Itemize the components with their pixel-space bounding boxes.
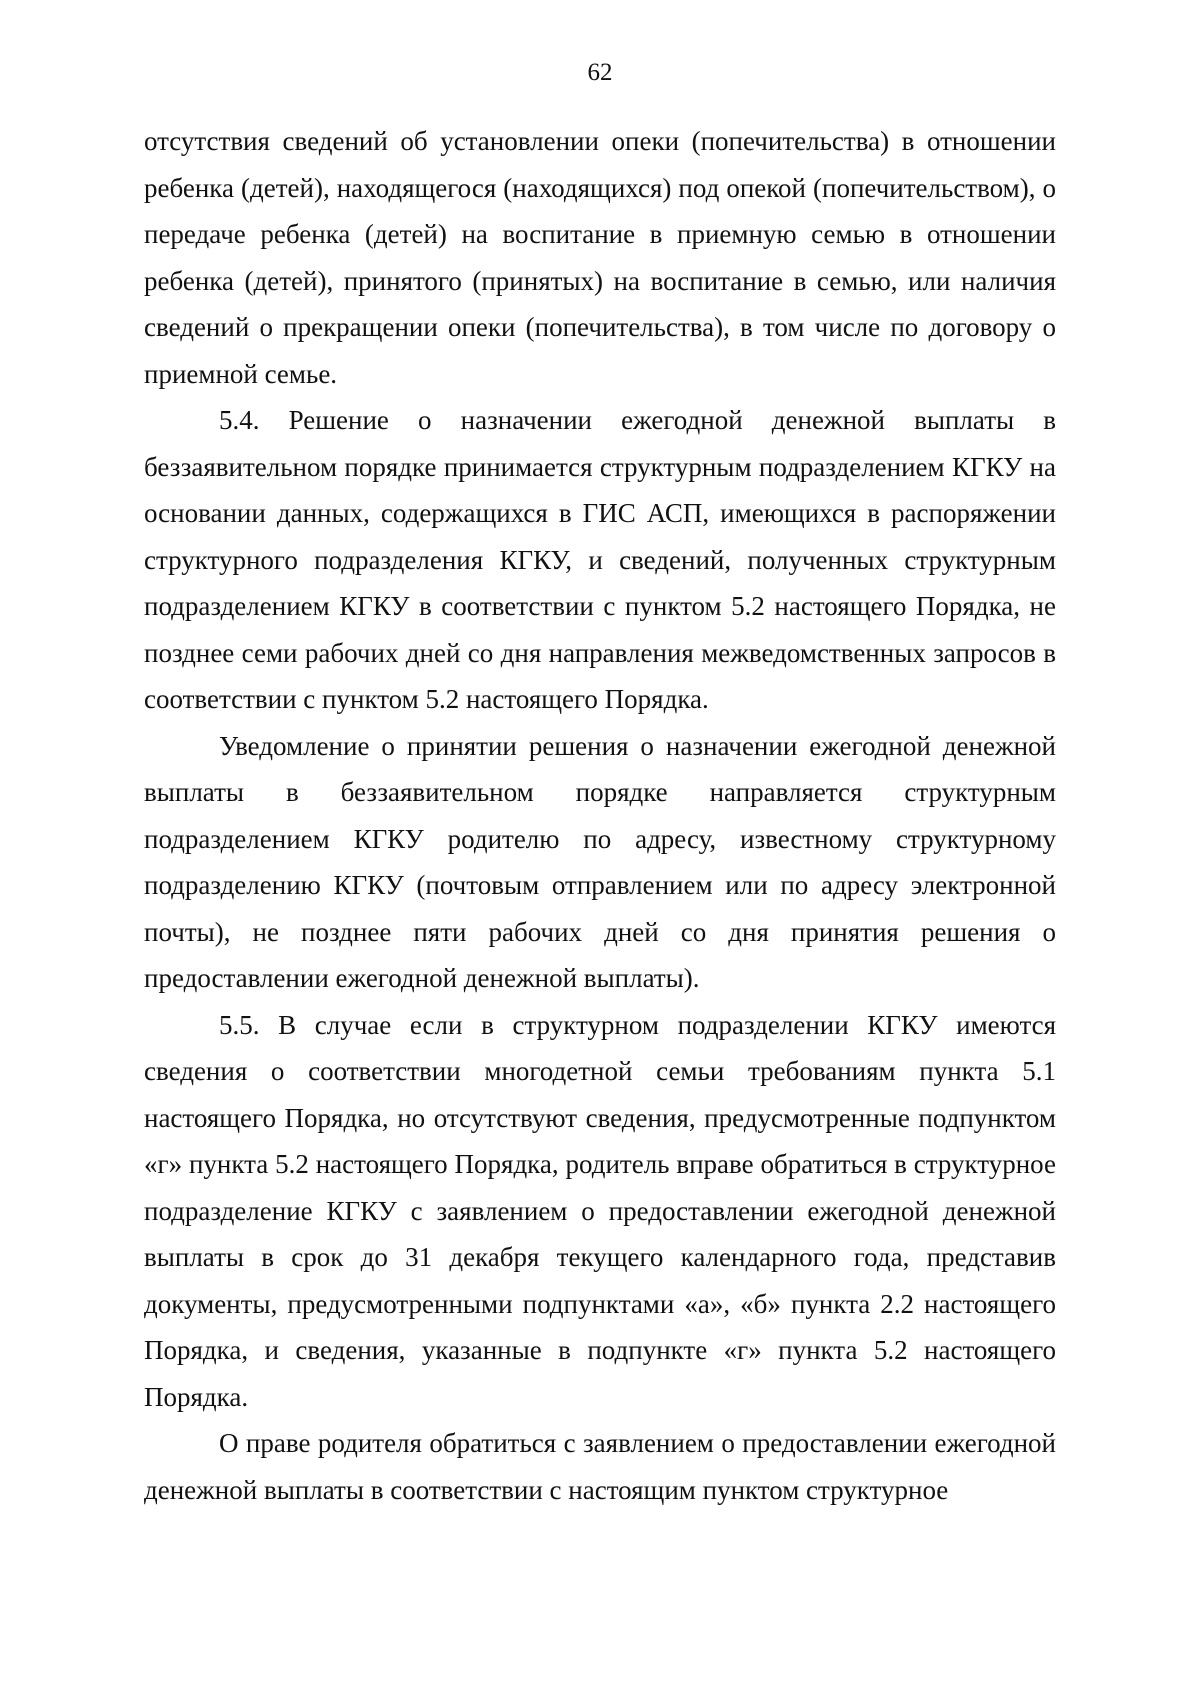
document-body xyxy=(144,118,1056,1513)
paragraph-notification: Уведомление о принятии решения о назначении ежегодной денежной выплаты в беззаявительном порядке направляется структурным подразделением КГКУ родителю по адресу, известному структурному подразделению КГКУ (почтовым отправлением или по адресу электронной почты), не позднее пяти рабочих дней со дня принятия решения о предоставлении ежегодной денежной выплаты). xyxy=(144,730,1056,993)
paragraph-guardianship-continuation: отсутствия сведений об установлении опеки (попечительства) в отношении ребенка (детей), находящегося (находящихся) под опекой (попечительством), о передаче ребенка (детей) на воспитание в приемную семью в отношении ребенка (детей), принятого (принятых) на воспитание в семью, или наличия сведений о прекращении опеки (попечительства), в том числе по договору о приемной семье. xyxy=(144,126,1056,389)
paragraph-5-5: 5.5. В случае если в структурном подразделении КГКУ имеются сведения о соответствии многодетной семьи требованиям пункта 5.1 настоящего Порядка, но отсутствуют сведения, предусмотренные подпунктом «г» пункта 5.2 настоящего Порядка, родитель вправе обратиться в структурное подразделение КГКУ с заявлением о предоставлении ежегодной денежной выплаты в срок до 31 декабря текущего календарного года, представив документы, предусмотренными подпунктами «а», «б» пункта 2.2 настоящего Порядка, и сведения, указанные в подпункте «г» пункта 5.2 настоящего Порядка. xyxy=(144,1009,1056,1412)
page-number: 62 xyxy=(587,59,613,86)
paragraph-parent-right: О праве родителя обратиться с заявлением о предоставлении ежегодной денежной выплаты в соответствии с настоящим пунктом структурное xyxy=(144,1428,1056,1505)
paragraph-5-4: 5.4. Решение о назначении ежегодной денежной выплаты в беззаявительном порядке принимается структурным подразделением КГКУ на основании данных, содержащихся в ГИС АСП, имеющихся в распоряжении структурного подразделения КГКУ, и сведений, полученных структурным подразделением КГКУ в соответствии с пунктом 5.2 настоящего Порядка, не позднее семи рабочих дней со дня направления межведомственных запросов в соответствии с пунктом 5.2 настоящего Порядка. xyxy=(144,405,1056,714)
